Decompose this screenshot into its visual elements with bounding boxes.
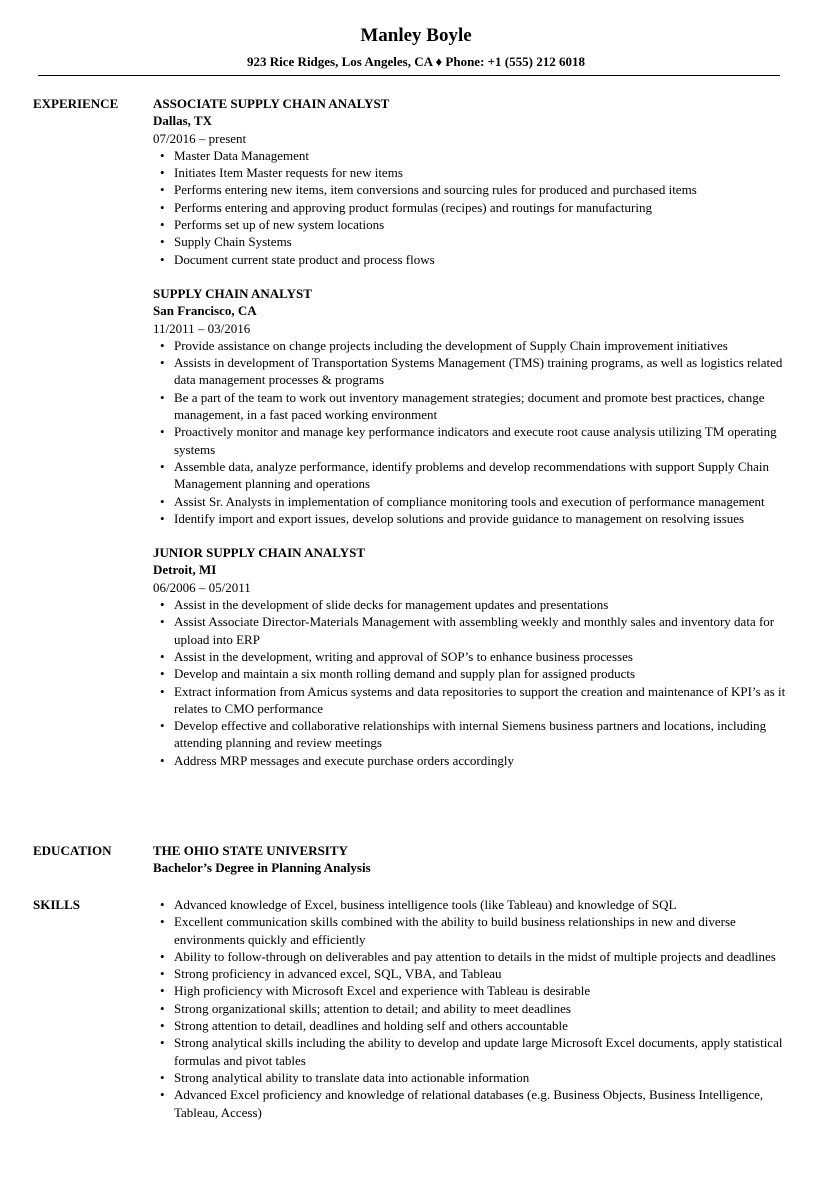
bullet-item: • Performs set up of new system locations: [174, 216, 793, 233]
job-entry: [153, 285, 793, 527]
bullet-item: • Identify import and export issues, develop solutions and provide guidance to management on resolving issues: [174, 510, 793, 527]
education-body: [153, 842, 793, 877]
job-title: ASSOCIATE SUPPLY CHAIN ANALYST: [153, 96, 390, 111]
bullet-item: • Develop and maintain a six month rolling demand and supply plan for assigned products: [174, 665, 793, 682]
bullet-item: • Assemble data, analyze performance, identify problems and develop recommendations with support Supply Chain Management planning and operations: [174, 458, 793, 493]
bullet-item: • Address MRP messages and execute purchase orders accordingly: [174, 752, 793, 769]
bullet-item: • Provide assistance on change projects including the development of Supply Chain improvement initiatives: [174, 337, 793, 354]
job-entry: [153, 544, 793, 769]
header-divider: [38, 75, 780, 76]
job-bullets: [153, 596, 793, 769]
experience-body: [153, 95, 793, 786]
bullet-item: • Proactively monitor and manage key performance indicators and execute root cause analysis utilizing TM operating systems: [174, 423, 793, 458]
bullet-item: • Be a part of the team to work out inventory management strategies; document and promote best practices, change management, in a fast paced working environment: [174, 389, 793, 424]
skill-item: • Strong proficiency in advanced excel, SQL, VBA, and Tableau: [174, 965, 793, 982]
job-title: JUNIOR SUPPLY CHAIN ANALYST: [153, 545, 366, 561]
bullet-item: • Develop effective and collaborative relationships with internal Siemens business partners and locations, including attending planning and review meetings: [174, 717, 793, 752]
bullet-item: • Performs entering and approving product formulas (recipes) and routings for manufacturing: [174, 199, 793, 216]
experience-heading: EXPERIENCE: [33, 96, 119, 111]
job-bullets: [153, 337, 793, 527]
skill-item: • Strong organizational skills; attention to detail; and ability to meet deadlines: [174, 1000, 793, 1017]
job-location: Dallas, TX: [153, 113, 212, 129]
bullet-item: • Document current state product and process flows: [174, 251, 793, 268]
skills-body: [153, 896, 793, 1121]
bullet-item: • Supply Chain Systems: [174, 233, 793, 250]
bullet-item: • Assist in the development of slide decks for management updates and presentations: [174, 596, 793, 613]
candidate-name: Manley Boyle: [360, 25, 472, 46]
contact-line: 923 Rice Ridges, Los Angeles, CA ♦ Phone: +1 (555) 212 6018: [247, 54, 585, 69]
bullet-item: • Assist Associate Director-Materials Management with assembling weekly and monthly sales and inventory data for upload into ERP: [174, 613, 793, 648]
job-entry: [153, 95, 793, 268]
degree-name: Bachelor’s Degree in Planning Analysis: [153, 860, 371, 876]
job-title: SUPPLY CHAIN ANALYST: [153, 285, 312, 301]
bullet-item: • Master Data Management: [174, 147, 793, 164]
resume-header: [0, 0, 832, 70]
education-heading: EDUCATION: [33, 843, 112, 858]
skill-item: • Strong attention to detail, deadlines and holding self and others accountable: [174, 1017, 793, 1034]
job-dates: 07/2016 – present: [153, 130, 247, 146]
job-dates: 11/2011 – 03/2016: [153, 320, 251, 336]
school-name: THE OHIO STATE UNIVERSITY: [153, 843, 348, 858]
skill-item: • Strong analytical ability to translate data into actionable information: [174, 1069, 793, 1086]
job-location: San Francisco, CA: [153, 303, 257, 319]
skill-item: • Excellent communication skills combined with the ability to build business relationships in new and diverse environments quickly and efficiently: [174, 913, 793, 948]
job-bullets: [153, 147, 793, 268]
bullet-item: • Performs entering new items, item conversions and sourcing rules for produced and purchased items: [174, 181, 793, 198]
bullet-item: • Assist in the development, writing and approval of SOP’s to enhance business processes: [174, 648, 793, 665]
bullet-item: • Assists in development of Transportation Systems Management (TMS) training programs, as well as logistics related data management processes & programs: [174, 354, 793, 389]
bullet-item: • Initiates Item Master requests for new items: [174, 164, 793, 181]
skill-item: • High proficiency with Microsoft Excel and experience with Tableau is desirable: [174, 982, 793, 999]
bullet-item: • Extract information from Amicus systems and data repositories to support the creation and maintenance of KPI’s as it relates to CMO performance: [174, 683, 793, 718]
job-location: Detroit, MI: [153, 562, 217, 578]
skill-item: • Advanced Excel proficiency and knowledge of relational databases (e.g. Business Objects, Business Intelligence, Tableau, Access): [174, 1086, 793, 1121]
skill-item: • Advanced knowledge of Excel, business intelligence tools (like Tableau) and knowledge of SQL: [174, 896, 793, 913]
skills-heading: SKILLS: [33, 897, 80, 912]
job-dates: 06/2006 – 05/2011: [153, 579, 251, 595]
skill-item: • Ability to follow-through on deliverables and pay attention to details in the midst of multiple projects and deadlines: [174, 948, 793, 965]
skill-item: • Strong analytical skills including the ability to develop and update large Microsoft Excel documents, apply statistical formulas and pivot tables: [174, 1034, 793, 1069]
bullet-item: • Assist Sr. Analysts in implementation of compliance monitoring tools and execution of performance management: [174, 493, 793, 510]
skills-list: [153, 896, 793, 1121]
